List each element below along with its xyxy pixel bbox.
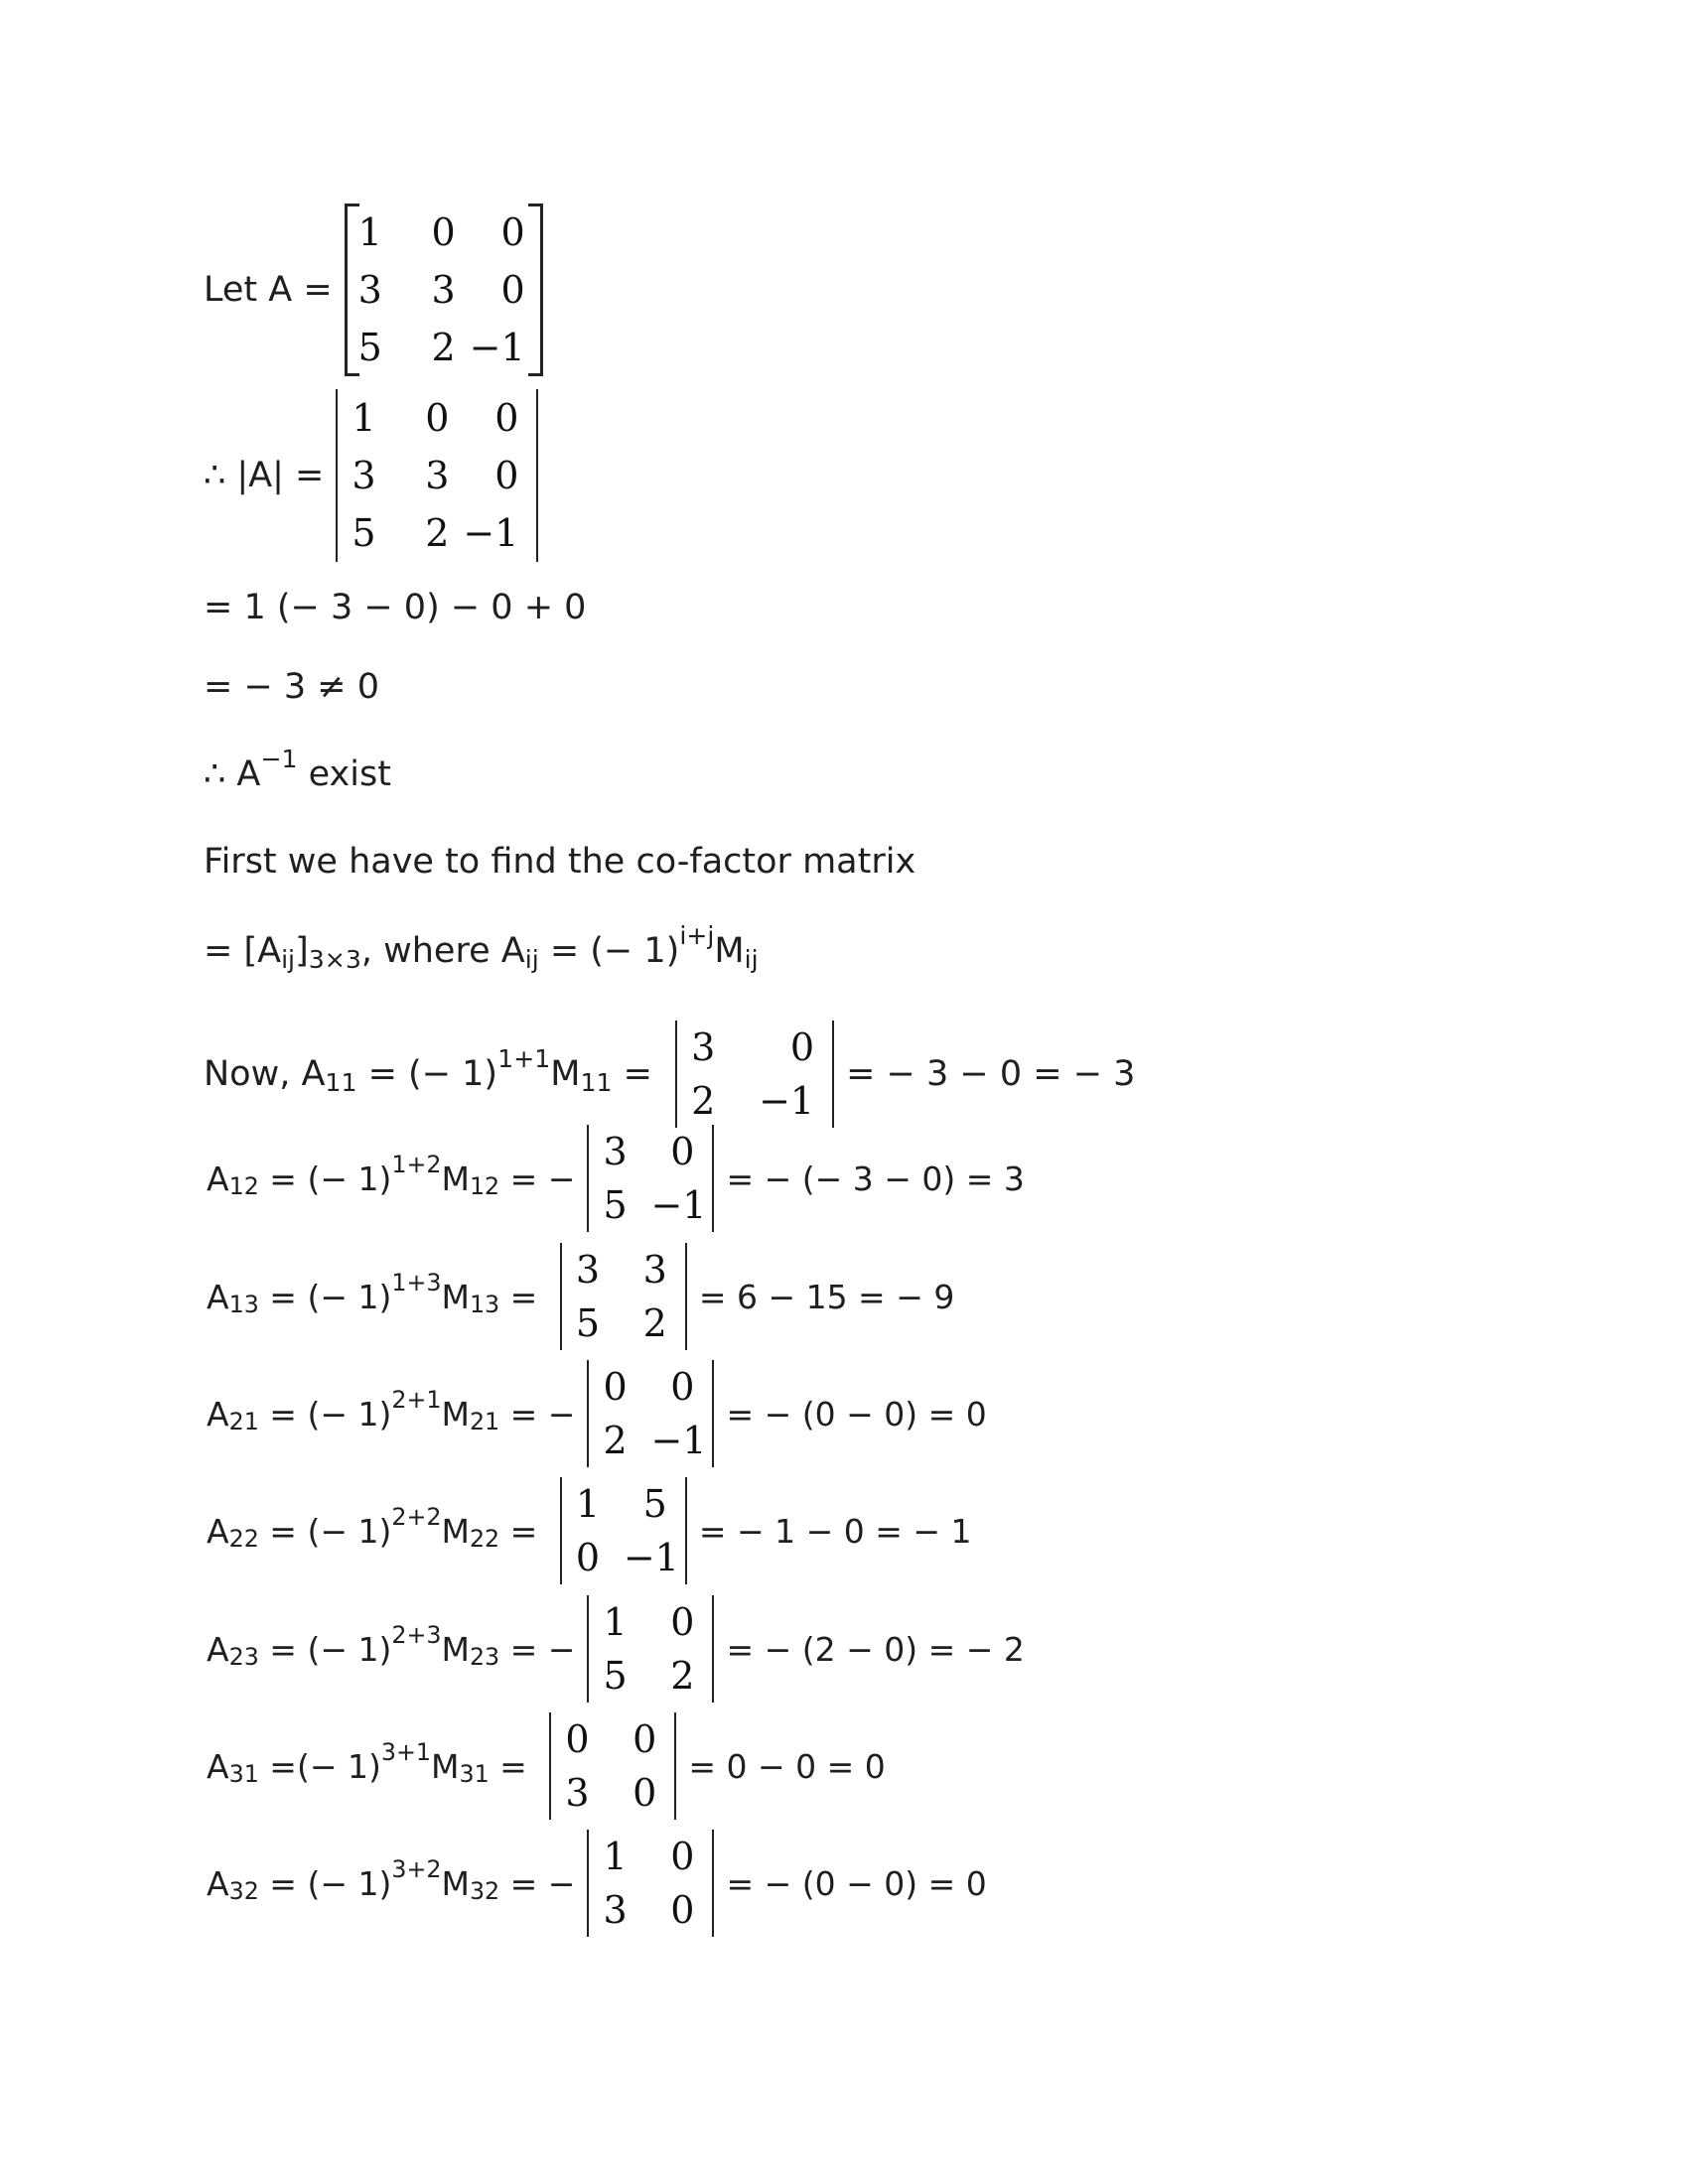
cofactor-row — [207, 1712, 886, 1820]
matrix-cell: 2 — [431, 326, 456, 369]
cofactor-subscript: 21 — [228, 1408, 259, 1436]
matrix-cell: 0 — [633, 1717, 657, 1761]
equals-sign: = − — [499, 1159, 576, 1198]
matrix-cell: 0 — [670, 1130, 695, 1173]
matrix-cell: 0 — [603, 1365, 628, 1409]
minor-label: M — [441, 1511, 470, 1551]
def-subscript: 3×3 — [308, 945, 361, 975]
minor-subscript: 12 — [469, 1172, 500, 1201]
equals-sign: = — [612, 1054, 664, 1094]
minor-determinant — [587, 1595, 714, 1703]
def-superscript: i+j — [679, 921, 715, 951]
matrix-a — [345, 204, 543, 376]
def-text: , where A — [360, 931, 525, 971]
equals-sign: = — [489, 1746, 538, 1786]
matrix-cell: −1 — [469, 326, 525, 369]
matrix-cell: 0 — [494, 454, 519, 497]
cofactor-row — [207, 1360, 987, 1467]
determinant-value — [204, 667, 379, 707]
def-text: = [A — [204, 931, 282, 971]
matrix-cell: 3 — [603, 1888, 628, 1932]
determinant-a-matrix — [336, 389, 538, 562]
matrix-a-lead: Let A = — [204, 270, 333, 310]
cofactor-row — [207, 1595, 1025, 1703]
cofactor-result: = − (0 − 0) = 0 — [726, 1863, 987, 1903]
cofactor-row — [207, 1830, 987, 1937]
matrix-cell: 3 — [357, 268, 382, 312]
cofactor-sign-term: = (− 1) — [258, 1159, 392, 1198]
equals-sign: = — [499, 1511, 548, 1551]
matrix-cell: 2 — [425, 511, 450, 555]
intro-text: First we have to find the co-factor matrix — [204, 842, 916, 882]
def-subscript: ij — [524, 945, 539, 975]
matrix-cell: 0 — [670, 1600, 695, 1644]
minor-label: M — [441, 1159, 470, 1198]
cofactor-exponent: 3+1 — [380, 1737, 431, 1766]
matrix-cell: 2 — [603, 1419, 628, 1462]
cofactor-label: A — [207, 1629, 229, 1669]
cofactor-exponent: 2+1 — [391, 1385, 442, 1414]
matrix-cell: 0 — [670, 1365, 695, 1409]
matrix-cell: −1 — [650, 1419, 707, 1462]
matrix-cell: 0 — [500, 210, 525, 254]
minor-determinant — [549, 1712, 676, 1820]
cofactor-label: A — [207, 1394, 229, 1433]
matrix-cell: 5 — [357, 326, 382, 369]
cofactor-exponent: 1+3 — [391, 1268, 442, 1297]
cofactor-exponent: 1+2 — [391, 1150, 442, 1178]
matrix-cell: 5 — [575, 1301, 600, 1345]
matrix-cell: −1 — [759, 1079, 815, 1123]
matrix-cell: 2 — [670, 1654, 695, 1698]
matrix-cell: 1 — [603, 1600, 628, 1644]
cofactor-exponent: 2+2 — [391, 1502, 442, 1531]
matrix-cell: 3 — [575, 1248, 600, 1292]
def-text: = (− 1) — [538, 931, 680, 971]
matrix-cell: 5 — [352, 511, 376, 555]
matrix-cell: 3 — [425, 454, 450, 497]
matrix-cell: 0 — [431, 210, 456, 254]
cofactor-label: A — [207, 1159, 229, 1198]
cofactor-result: = − (− 3 − 0) = 3 — [726, 1159, 1025, 1198]
matrix-cell: 0 — [789, 1025, 815, 1069]
minor-subscript: 22 — [469, 1525, 500, 1554]
matrix-cell: 5 — [642, 1482, 667, 1526]
matrix-cell: 1 — [603, 1835, 628, 1878]
inverse-exists — [204, 745, 391, 794]
cofactor-subscript: 22 — [228, 1525, 259, 1554]
matrix-cell: −1 — [650, 1183, 707, 1227]
minor-label: M — [550, 1054, 581, 1094]
matrix-cell: 5 — [603, 1183, 628, 1227]
cofactor-row — [204, 1021, 1135, 1128]
cofactor-exponent: 3+2 — [391, 1854, 442, 1883]
cofactor-subscript: 13 — [228, 1291, 259, 1319]
cofactor-subscript: 32 — [228, 1877, 259, 1906]
matrix-cell: 2 — [691, 1079, 716, 1123]
cofactor-sign-term: = (− 1) — [356, 1054, 498, 1094]
matrix-cell: 1 — [357, 210, 382, 254]
determinant-lead: ∴ |A| = — [204, 456, 325, 495]
minor-determinant — [675, 1021, 834, 1128]
matrix-cell: 3 — [565, 1771, 590, 1815]
cofactor-subscript: 31 — [228, 1760, 259, 1789]
minor-label: M — [441, 1629, 470, 1669]
def-subscript: ij — [744, 945, 759, 975]
minor-label: M — [441, 1863, 470, 1903]
minor-determinant — [587, 1830, 714, 1937]
matrix-cell: 0 — [500, 268, 525, 312]
matrix-cell: 3 — [431, 268, 456, 312]
minor-determinant — [560, 1477, 687, 1584]
cofactor-result: = − (0 − 0) = 0 — [726, 1394, 987, 1433]
matrix-cell: 0 — [425, 396, 450, 440]
cofactor-definition — [204, 921, 759, 975]
minor-label: M — [430, 1746, 460, 1786]
cofactor-label: A — [207, 1746, 229, 1786]
equals-sign: = — [499, 1277, 548, 1316]
matrix-cell: −1 — [463, 511, 519, 555]
matrix-cell: 3 — [603, 1130, 628, 1173]
cofactor-exponent: 2+3 — [391, 1620, 442, 1649]
cofactor-subscript: 12 — [228, 1172, 259, 1201]
cofactor-row — [207, 1243, 954, 1350]
cofactor-result: = − 1 − 0 = − 1 — [698, 1511, 972, 1551]
matrix-cell: 0 — [494, 396, 519, 440]
def-subscript: ij — [281, 945, 296, 975]
expansion-text: = 1 (− 3 − 0) − 0 + 0 — [204, 588, 587, 627]
matrix-a-definition — [204, 204, 555, 376]
matrix-cell: 2 — [642, 1301, 667, 1345]
minor-determinant — [587, 1125, 714, 1232]
cofactor-label: A — [207, 1277, 229, 1316]
cofactor-label: Now, A — [204, 1054, 326, 1094]
cofactor-label: A — [207, 1863, 229, 1903]
equals-sign: = − — [499, 1629, 576, 1669]
matrix-cell: 0 — [575, 1536, 600, 1579]
minor-subscript: 31 — [459, 1760, 490, 1789]
determinant-a — [204, 389, 550, 562]
minor-subscript: 13 — [469, 1291, 500, 1319]
inverse-suffix: exist — [297, 754, 391, 794]
cofactor-result: = 0 − 0 = 0 — [688, 1746, 886, 1786]
def-text: ] — [295, 931, 309, 971]
cofactor-sign-term: =(− 1) — [258, 1746, 381, 1786]
minor-determinant — [560, 1243, 687, 1350]
matrix-cell: 5 — [603, 1654, 628, 1698]
cofactor-intro — [204, 842, 915, 882]
minor-subscript: 11 — [580, 1068, 613, 1098]
minor-subscript: 32 — [469, 1877, 500, 1906]
matrix-cell: 3 — [691, 1025, 716, 1069]
minor-subscript: 23 — [469, 1643, 500, 1672]
cofactor-exponent: 1+1 — [497, 1044, 551, 1074]
cofactor-subscript: 11 — [325, 1068, 357, 1098]
equals-sign: = − — [499, 1394, 576, 1433]
matrix-cell: 3 — [642, 1248, 667, 1292]
cofactor-row — [207, 1125, 1025, 1232]
matrix-cell: 3 — [352, 454, 376, 497]
cofactor-sign-term: = (− 1) — [258, 1629, 392, 1669]
cofactor-subscript: 23 — [228, 1643, 259, 1672]
minor-label: M — [441, 1394, 470, 1433]
matrix-cell: 0 — [670, 1835, 695, 1878]
minor-label: M — [441, 1277, 470, 1316]
matrix-cell: 1 — [352, 396, 376, 440]
cofactor-row — [207, 1477, 971, 1584]
def-text: M — [714, 931, 745, 971]
matrix-cell: 0 — [565, 1717, 590, 1761]
matrix-cell: 1 — [575, 1482, 600, 1526]
cofactor-result: = − (2 − 0) = − 2 — [726, 1629, 1025, 1669]
matrix-cell: 0 — [633, 1771, 657, 1815]
equals-sign: = − — [499, 1863, 576, 1903]
cofactor-result: = − 3 − 0 = − 3 — [846, 1054, 1136, 1094]
inverse-text: ∴ A — [204, 754, 261, 794]
matrix-cell: 0 — [670, 1888, 695, 1932]
cofactor-sign-term: = (− 1) — [258, 1277, 392, 1316]
cofactor-result: = 6 − 15 = − 9 — [698, 1277, 955, 1316]
expansion-step — [204, 588, 586, 627]
cofactor-sign-term: = (− 1) — [258, 1863, 392, 1903]
cofactor-sign-term: = (− 1) — [258, 1394, 392, 1433]
inverse-superscript: −1 — [260, 745, 298, 774]
minor-subscript: 21 — [469, 1408, 500, 1436]
determinant-value-text: = − 3 ≠ 0 — [204, 667, 380, 707]
minor-determinant — [587, 1360, 714, 1467]
matrix-cell: −1 — [623, 1536, 679, 1579]
cofactor-sign-term: = (− 1) — [258, 1511, 392, 1551]
cofactor-label: A — [207, 1511, 229, 1551]
